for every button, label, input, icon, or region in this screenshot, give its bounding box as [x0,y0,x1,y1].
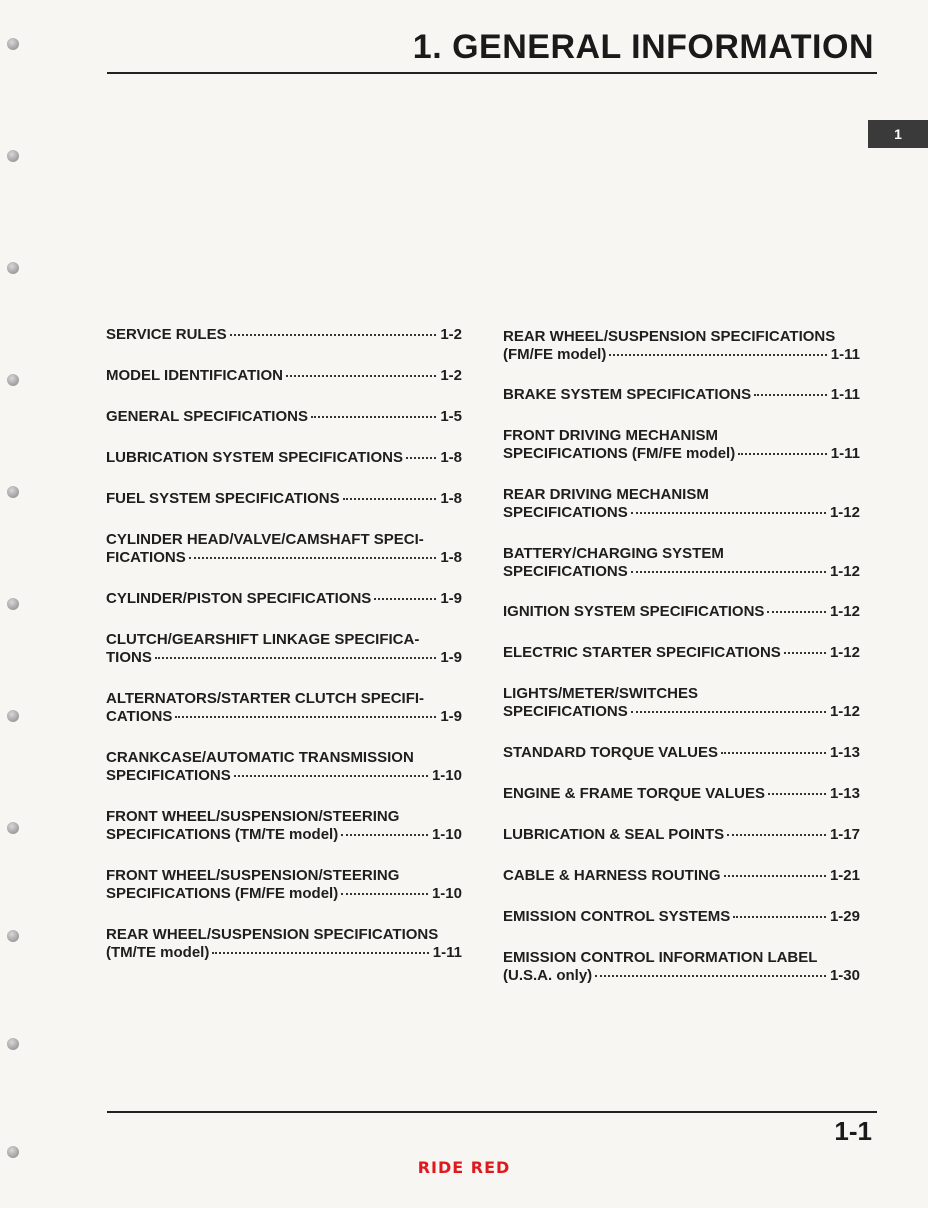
dot-leader [724,875,826,877]
toc-entry-title: SERVICE RULES [106,326,227,343]
toc-entry[interactable] [106,490,462,508]
toc-page-ref: 1-12 [829,563,860,580]
toc-page-ref: 1-12 [829,703,860,720]
toc-entry-title: SPECIFICATIONS (FM/FE model) [106,885,339,902]
toc-page-ref: 1-10 [431,826,462,843]
toc-page-ref: 1-29 [829,908,860,925]
page-title: 1. GENERAL INFORMATION [412,28,874,66]
toc-entry[interactable] [503,603,860,621]
toc-page-ref: 1-11 [830,346,860,363]
toc-page-ref: 1-13 [829,744,860,761]
dot-leader [311,416,436,418]
toc-entry-title: CYLINDER/PISTON SPECIFICATIONS [106,590,372,607]
toc-entry[interactable] [106,531,462,567]
toc-page-ref: 1-2 [440,326,462,343]
binder-hole-icon [7,262,19,274]
toc-entry-title: EMISSION CONTROL SYSTEMS [503,908,731,925]
toc-entry-title: SPECIFICATIONS (FM/FE model) [503,445,736,462]
toc-entry-title: ENGINE & FRAME TORQUE VALUES [503,785,765,802]
toc-entry-title: STANDARD TORQUE VALUES [503,744,719,761]
dot-leader [754,394,827,396]
toc-entry[interactable] [503,744,860,762]
dot-leader [631,571,826,573]
toc-entry-title: SPECIFICATIONS (TM/TE model) [106,826,339,843]
toc-entry-title: CRANKCASE/AUTOMATIC TRANSMISSION [106,749,414,766]
dot-leader [341,893,428,895]
toc-entry-title: (FM/FE model) [503,346,607,363]
toc-entry[interactable] [503,685,860,721]
toc-page-ref: 1-5 [440,408,462,425]
toc-entry-title: LUBRICATION & SEAL POINTS [503,826,725,843]
toc-entry[interactable] [503,826,860,844]
toc-entry[interactable] [503,908,860,926]
toc-page-ref: 1-8 [440,549,462,566]
binder-hole-icon [7,710,19,722]
toc-entry[interactable] [106,326,462,344]
binder-hole-icon [7,150,19,162]
dot-leader [175,716,436,718]
toc-entry[interactable] [106,631,462,667]
binder-hole-icon [7,598,19,610]
toc-entry-title: SPECIFICATIONS [503,504,628,521]
toc-entry-title: EMISSION CONTROL INFORMATION LABEL [503,949,818,966]
binder-hole-icon [7,930,19,942]
toc-entry[interactable] [106,867,462,903]
toc-page-ref: 1-10 [431,885,462,902]
dot-leader [286,375,436,377]
toc-entry-title: LIGHTS/METER/SWITCHES [503,685,698,702]
toc-entry-title: CATIONS [106,708,173,725]
toc-page-ref: 1-13 [829,785,860,802]
toc-entry-title: BRAKE SYSTEM SPECIFICATIONS [503,386,752,403]
toc-entry-title: SPECIFICATIONS [503,703,628,720]
toc-page-ref: 1-2 [440,367,462,384]
toc-page-ref: 1-9 [440,708,462,725]
toc-entry[interactable] [503,949,860,985]
dot-leader [230,334,437,336]
toc-page-ref: 1-11 [830,445,860,462]
toc-page-ref: 1-12 [829,603,860,620]
toc-entry-title: CLUTCH/GEARSHIFT LINKAGE SPECIFICA- [106,631,420,648]
footer-rule [107,1111,877,1113]
binder-hole-icon [7,1146,19,1158]
section-tab: 1 [868,120,928,148]
toc-entry-title: FUEL SYSTEM SPECIFICATIONS [106,490,340,507]
binder-hole-icon [7,374,19,386]
toc-entry-title: (U.S.A. only) [503,967,593,984]
toc-entry[interactable] [106,808,462,844]
brand-logo: RIDE RED [417,1158,511,1177]
dot-leader [343,498,437,500]
toc-page-ref: 1-8 [440,490,462,507]
toc-entry-title: IGNITION SYSTEM SPECIFICATIONS [503,603,765,620]
dot-leader [727,834,826,836]
toc-page-ref: 1-9 [440,649,462,666]
toc-entry-title: TIONS [106,649,152,666]
binder-hole-icon [7,1038,19,1050]
dot-leader [341,834,428,836]
toc-entry-title: REAR DRIVING MECHANISM [503,486,709,503]
toc-entry-title: FRONT DRIVING MECHANISM [503,427,718,444]
binder-hole-icon [7,822,19,834]
dot-leader [738,453,827,455]
dot-leader [768,793,826,795]
toc-entry-title: ALTERNATORS/STARTER CLUTCH SPECIFI- [106,690,425,707]
toc-entry[interactable] [106,590,462,608]
dot-leader [212,952,428,954]
toc-entry-title: (TM/TE model) [106,944,210,961]
toc-page-ref: 1-17 [829,826,860,843]
toc-entry[interactable] [106,926,462,962]
dot-leader [721,752,826,754]
dot-leader [784,652,826,654]
toc-entry-title: MODEL IDENTIFICATION [106,367,283,384]
toc-entry[interactable] [503,486,860,522]
toc-entry[interactable] [503,644,860,662]
toc-page-ref: 1-21 [829,867,860,884]
toc-page-ref: 1-11 [432,944,462,961]
toc-page-ref: 1-12 [829,504,860,521]
toc-page-ref: 1-12 [829,644,860,661]
toc-entry-title: ELECTRIC STARTER SPECIFICATIONS [503,644,781,661]
toc-entry-title: CYLINDER HEAD/VALVE/CAMSHAFT SPECI- [106,531,424,548]
dot-leader [189,557,437,559]
binder-hole-icon [7,486,19,498]
toc-page-ref: 1-9 [440,590,462,607]
toc-entry-title: FRONT WHEEL/SUSPENSION/STEERING [106,867,400,884]
binder-hole-icon [7,38,19,50]
dot-leader [234,775,428,777]
toc-page-ref: 1-8 [440,449,462,466]
dot-leader [595,975,826,977]
toc-entry-title: SPECIFICATIONS [106,767,231,784]
toc-entry-title: REAR WHEEL/SUSPENSION SPECIFICATIONS [503,328,836,345]
toc-entry[interactable] [106,749,462,785]
dot-leader [609,354,826,356]
dot-leader [733,916,826,918]
dot-leader [374,598,436,600]
toc-entry[interactable] [503,545,860,581]
toc-entry[interactable] [503,867,860,885]
dot-leader [631,512,826,514]
toc-page-ref: 1-11 [830,386,860,403]
toc-entry[interactable] [503,785,860,803]
toc-entry[interactable] [503,386,860,404]
page-number: 1-1 [834,1116,872,1146]
dot-leader [767,611,826,613]
toc-entry[interactable] [503,328,860,364]
dot-leader [406,457,436,459]
toc-entry-title: REAR WHEEL/SUSPENSION SPECIFICATIONS [106,926,439,943]
toc-entry[interactable] [106,408,462,426]
toc-entry-title: GENERAL SPECIFICATIONS [106,408,308,425]
header-rule [107,72,877,74]
toc-entry[interactable] [106,367,462,385]
toc-page-ref: 1-30 [829,967,860,984]
dot-leader [155,657,436,659]
toc-entry[interactable] [503,427,860,463]
toc-entry[interactable] [106,449,462,467]
toc-entry-title: LUBRICATION SYSTEM SPECIFICATIONS [106,449,403,466]
toc-entry-title: CABLE & HARNESS ROUTING [503,867,721,884]
toc-page-ref: 1-10 [431,767,462,784]
toc-entry-title: FRONT WHEEL/SUSPENSION/STEERING [106,808,400,825]
dot-leader [631,711,826,713]
toc-entry-title: FICATIONS [106,549,186,566]
toc-entry-title: BATTERY/CHARGING SYSTEM [503,545,724,562]
toc-entry[interactable] [106,690,462,726]
toc-entry-title: SPECIFICATIONS [503,563,628,580]
